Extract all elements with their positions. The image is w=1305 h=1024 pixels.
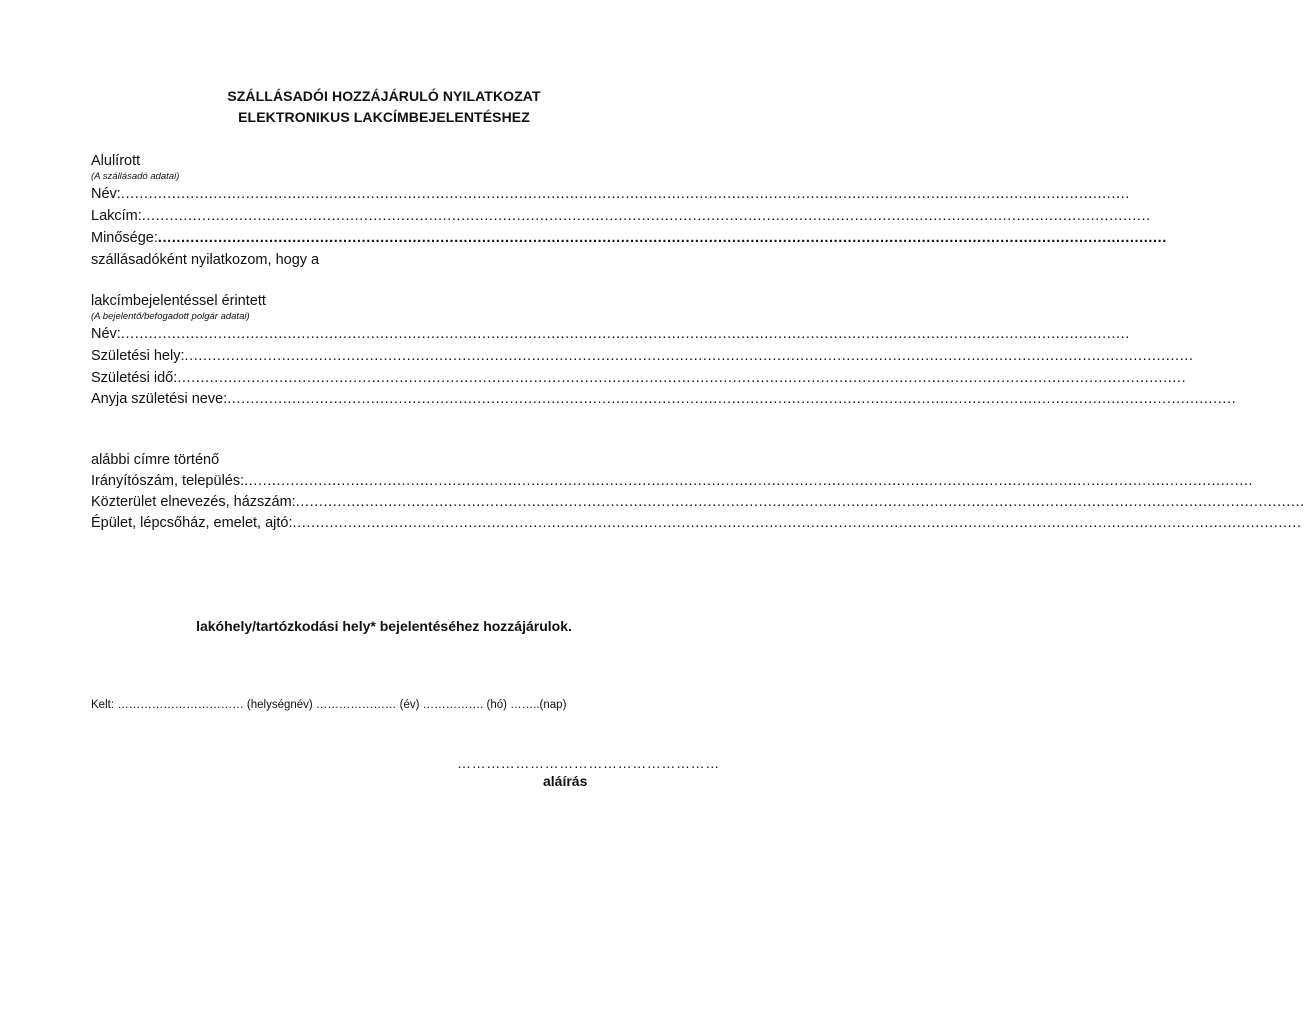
document-title-line-1: SZÁLLÁSADÓI HOZZÁJÁRULÓ NYILATKOZAT [227,88,541,104]
resident-birthdate-field[interactable] [91,368,677,388]
landlord-name-blank[interactable] [121,184,1130,204]
consent-declaration: lakóhely/tartózkodási hely* bejelentéséhez hozzájárulok. [196,618,572,634]
resident-name-field[interactable] [91,324,677,344]
address-street-field[interactable] [91,492,677,512]
landlord-intro: Alulírott [91,153,141,169]
landlord-address-field[interactable] [91,206,677,226]
resident-mother-field[interactable] [91,389,677,409]
resident-mother-blank[interactable] [227,389,1236,409]
address-building-blank[interactable] [293,513,1302,533]
landlord-address-blank[interactable] [142,206,1151,226]
resident-birthplace-label: Születési hely: [91,348,185,364]
signature-blank[interactable]: ……………………………………………… [457,755,720,771]
resident-intro: lakcímbejelentéssel érintett [91,293,266,309]
resident-name-label: Név: [91,326,121,342]
resident-mother-label: Anyja születési neve: [91,391,228,407]
address-building-label: Épület, lépcsőház, emelet, ajtó: [91,515,293,531]
signature-label: aláírás [543,773,588,789]
address-street-label: Közterület elnevezés, házszám: [91,494,296,510]
address-building-field[interactable] [91,513,677,533]
resident-birthdate-label: Születési idő: [91,370,178,386]
landlord-hint: (A szállásadó adatai) [91,171,180,182]
address-zip-blank[interactable] [244,471,1253,491]
landlord-closing: szállásadóként nyilatkozom, hogy a [91,252,320,268]
landlord-address-label: Lakcím: [91,208,142,224]
address-intro: alábbi címre történő [91,452,220,468]
landlord-name-field[interactable] [91,184,677,204]
address-zip-label: Irányítószám, település: [91,473,245,489]
resident-birthplace-field[interactable] [91,346,677,366]
resident-birthdate-blank[interactable] [177,368,1186,388]
address-zip-field[interactable] [91,471,677,491]
resident-birthplace-blank[interactable] [185,346,1194,366]
landlord-name-label: Név: [91,186,121,202]
resident-name-blank[interactable] [121,324,1130,344]
landlord-quality-blank[interactable] [158,228,1167,248]
date-line[interactable]: Kelt: …………………………… (helységnév) ………………… (év) ……………. (hó) ……..(nap) [91,699,567,711]
landlord-quality-label: Minősége: [91,230,158,246]
address-street-blank[interactable] [296,492,1305,512]
resident-hint: (A bejelentő/befogadott polgár adatai) [91,311,250,322]
landlord-quality-field[interactable] [91,228,671,248]
document-title-line-2: ELEKTRONIKUS LAKCÍMBEJELENTÉSHEZ [238,109,530,125]
